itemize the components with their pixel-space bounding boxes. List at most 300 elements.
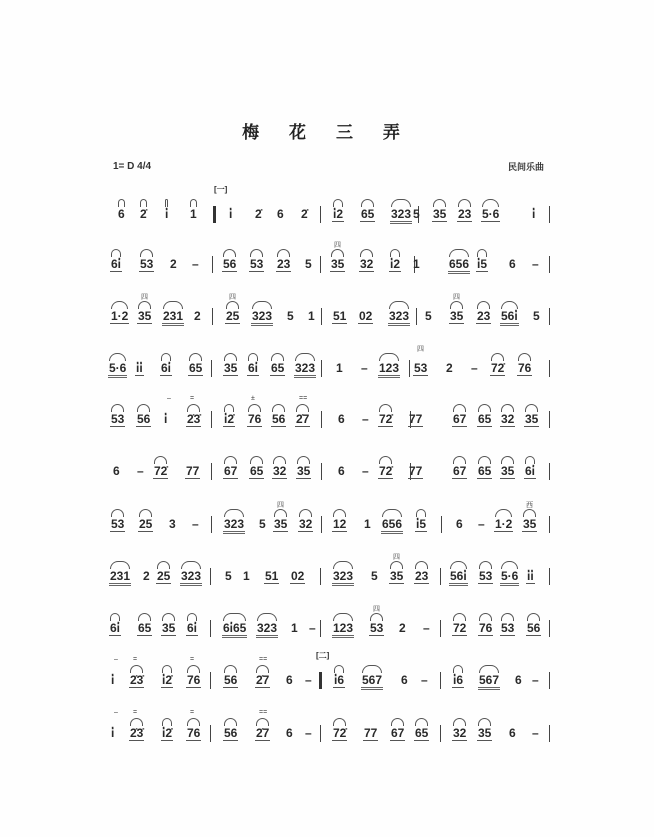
slur-arc (162, 718, 172, 726)
slur-arc (139, 509, 152, 517)
slur-arc (272, 404, 285, 412)
slur-arc (110, 561, 130, 569)
barline (440, 568, 441, 585)
note-group: 35 (449, 309, 464, 324)
note-group: 32 (359, 257, 374, 272)
barline (549, 206, 550, 223)
ornament-mark: – (167, 395, 171, 402)
slur-arc (382, 509, 402, 517)
note-group: 77 (409, 464, 423, 478)
barline (211, 516, 212, 533)
note-group: i̇ (111, 726, 115, 740)
slur-arc (379, 456, 392, 464)
note-group: 5 (225, 569, 232, 583)
note-group: – (423, 621, 430, 635)
slur-arc (333, 561, 353, 569)
note-group: 231 (109, 569, 131, 586)
note-group: 56 (223, 673, 238, 688)
note-group: 1 (364, 517, 371, 531)
slur-arc (187, 665, 200, 673)
note-group: 35 (137, 309, 152, 324)
barline (440, 672, 441, 689)
score-row (0, 393, 654, 433)
slur-arc (111, 509, 124, 517)
slur-arc (523, 509, 536, 517)
slur-arc (111, 249, 121, 257)
note-group: 35 (223, 361, 238, 376)
score-row (0, 707, 654, 747)
score-row (0, 654, 654, 694)
note-group: 53 (369, 621, 384, 636)
note-group: 2 (194, 309, 201, 323)
slur-arc (501, 613, 514, 621)
slur-arc (501, 404, 514, 412)
note-group: – (478, 517, 485, 531)
barline (549, 256, 550, 273)
slur-arc (360, 249, 373, 257)
barline (440, 620, 441, 637)
barline (211, 360, 212, 377)
score-row (0, 445, 654, 485)
note-group: – (192, 257, 199, 271)
note-group: 72̇ (378, 464, 393, 479)
slur-arc (415, 718, 428, 726)
ornament-mark: 四 (393, 554, 400, 561)
slur-arc (491, 353, 504, 361)
slur-arc (390, 249, 400, 257)
barline (321, 411, 322, 428)
section-barline (319, 672, 322, 689)
note-group: 32 (272, 464, 287, 479)
note-group: 2̇7 (255, 726, 270, 741)
ornament-mark: = (190, 395, 195, 402)
slur-arc (130, 665, 143, 673)
note-group: 323 (294, 361, 316, 378)
note-group: 76 (186, 726, 201, 741)
ornament-mark: == (299, 395, 308, 402)
barline (210, 568, 211, 585)
ornament-mark: 四 (229, 294, 236, 301)
slur-arc (299, 509, 312, 517)
note-group: 12 (332, 517, 347, 532)
note-group: 72 (452, 621, 467, 636)
slur-arc (154, 456, 167, 464)
slur-arc (256, 718, 269, 726)
note-group: 35 (477, 726, 492, 741)
slur-arc (433, 199, 446, 207)
barline (440, 725, 441, 742)
note-group: 5 (413, 207, 420, 221)
note-group: – (421, 673, 428, 687)
slur-arc (161, 353, 171, 361)
slur-arc (295, 353, 315, 361)
note-group: i̇ (164, 207, 169, 221)
note-group: 6i̇65 (222, 621, 247, 638)
note-group: 56 (271, 412, 286, 427)
slur-arc (478, 404, 491, 412)
slur-arc (224, 404, 234, 412)
note-group: 35 (330, 257, 345, 272)
note-group: 567 (478, 673, 500, 690)
note-group: 6 (338, 412, 345, 426)
note-group: 323 (180, 569, 202, 586)
note-group: 2̇ (255, 207, 262, 221)
note-group: 35 (296, 464, 311, 479)
note-group: 56i̇ (500, 309, 519, 326)
note-group: 656 (381, 517, 403, 534)
slur-arc (271, 353, 284, 361)
note-group: 32 (452, 726, 467, 741)
slur-arc (187, 404, 200, 412)
slur-arc (111, 404, 124, 412)
slur-arc (277, 249, 290, 257)
note-group: 6 (338, 464, 345, 478)
slur-arc (130, 718, 143, 726)
note-group: i̇i̇ (527, 569, 534, 583)
note-group: 32 (500, 412, 515, 427)
note-group: 6 (509, 726, 516, 740)
note-group: 53 (249, 257, 264, 272)
ornament-mark: = (133, 656, 138, 663)
note-group: i̇2 (389, 257, 401, 272)
note-group: 25 (225, 309, 240, 324)
note-group: 323 (332, 569, 354, 586)
slur-arc (273, 456, 286, 464)
note-group: – (305, 673, 312, 687)
note-group: 53 (478, 569, 493, 584)
barline (320, 256, 321, 273)
slur-arc (453, 404, 466, 412)
ornament-mark: 四 (334, 242, 341, 249)
barline (321, 360, 322, 377)
slur-arc (157, 561, 170, 569)
note-group: 2 (446, 361, 453, 375)
note-group: 56 (526, 621, 541, 636)
slur-arc (333, 718, 346, 726)
ornament-mark: == (259, 656, 268, 663)
barline (321, 308, 322, 325)
note-group: i̇2̇ (223, 412, 235, 427)
note-group: i̇6 (452, 673, 464, 688)
barline (321, 516, 322, 533)
slur-arc (495, 509, 512, 517)
note-group: i̇2 (332, 207, 344, 222)
note-group: 67 (452, 412, 467, 427)
note-group: i̇5 (415, 517, 427, 532)
slur-arc (479, 561, 492, 569)
note-group: 23 (276, 257, 291, 272)
note-group: 35 (161, 621, 176, 636)
note-group: 1·2 (110, 309, 129, 324)
note-group: 02 (359, 309, 373, 323)
score-row (0, 550, 654, 590)
note-group: 53 (414, 361, 428, 375)
score-row (0, 188, 654, 228)
note-group: 2̇3̇ (129, 726, 144, 741)
slur-arc (453, 718, 466, 726)
barline (549, 725, 550, 742)
key-signature: 1= D 4/4 (113, 161, 152, 172)
note-group: 6i̇ (110, 257, 122, 272)
note-group: 123 (332, 621, 354, 638)
slur-arc (224, 353, 237, 361)
note-group: – (471, 361, 478, 375)
note-group: 35 (500, 464, 515, 479)
slur-arc (162, 665, 172, 673)
note-group: – (192, 517, 199, 531)
note-group: 323 (390, 207, 412, 224)
ornament-mark: 四 (141, 294, 148, 301)
note-group: 76 (247, 412, 262, 427)
note-group: 53 (139, 257, 154, 272)
note-group: 65 (188, 361, 203, 376)
note-group: 53 (500, 621, 515, 636)
slur-arc (391, 718, 404, 726)
note-group: 23 (476, 309, 491, 324)
slur-arc (478, 718, 491, 726)
note-group: 6i̇ (109, 621, 121, 636)
slur-arc (391, 199, 411, 207)
note-group: 56 (136, 412, 151, 427)
note-group: i̇ (229, 207, 233, 221)
note-group: 65 (137, 621, 152, 636)
note-group: 65 (477, 464, 492, 479)
note-group: 72̇ (153, 464, 168, 479)
note-group: 5 (425, 309, 432, 323)
barline (212, 256, 213, 273)
note-group: i̇ (532, 207, 536, 221)
slur-arc (257, 613, 277, 621)
barline (549, 620, 550, 637)
slur-arc (250, 456, 263, 464)
note-group: 53 (110, 517, 125, 532)
note-group: 6 (509, 257, 516, 271)
slur-arc (224, 665, 237, 673)
note-group: 1 (413, 257, 420, 271)
slur-arc (296, 404, 309, 412)
score-row (0, 498, 654, 538)
barline (320, 568, 321, 585)
note-group: i̇ (111, 673, 115, 687)
slur-arc (453, 456, 466, 464)
section-label-one: [一] (214, 185, 228, 194)
note-group: 123 (378, 361, 400, 378)
note-group: 51 (333, 309, 347, 323)
note-group: – (309, 621, 316, 635)
note-group: 67 (223, 464, 238, 479)
slur-arc (333, 613, 353, 621)
slur-arc (274, 509, 287, 517)
barline (549, 568, 550, 585)
note-group: 6 (401, 673, 408, 687)
note-group: 56i̇ (449, 569, 468, 586)
slur-arc (187, 718, 200, 726)
slur-arc (140, 249, 153, 257)
note-group: 2̇ (301, 207, 308, 221)
note-group: 65 (270, 361, 285, 376)
slur-arc (416, 509, 426, 517)
note-group: 25 (156, 569, 171, 584)
note-group: 323 (256, 621, 278, 638)
note-group: 6 (117, 207, 126, 221)
note-group: 25 (138, 517, 153, 532)
note-group: 5 (305, 257, 312, 271)
barline (210, 725, 211, 742)
note-group: 53 (110, 412, 125, 427)
note-group: 35 (273, 517, 288, 532)
note-group: 1 (308, 309, 315, 323)
note-group: – (305, 726, 312, 740)
barline (549, 411, 550, 428)
note-group: 1 (336, 361, 343, 375)
note-group: 72̇ (378, 412, 393, 427)
note-group: 323 (223, 517, 245, 534)
slur-arc (140, 199, 147, 207)
barline (549, 463, 550, 480)
note-group: – (362, 412, 369, 426)
slur-arc (189, 353, 202, 361)
note-group: – (532, 673, 539, 687)
slur-arc (163, 301, 183, 309)
score-row (0, 238, 654, 278)
slur-arc (333, 509, 346, 517)
note-group: – (361, 361, 368, 375)
slur-arc (190, 199, 197, 207)
slur-arc (226, 301, 239, 309)
slur-arc (256, 665, 269, 673)
slur-arc (362, 665, 382, 673)
note-group: 6i̇ (524, 464, 536, 479)
note-group: i̇5 (476, 257, 488, 272)
note-group: 567 (361, 673, 383, 690)
note-group: 656 (448, 257, 470, 274)
note-group: 5·6 (481, 207, 500, 222)
slur-arc (525, 456, 535, 464)
slur-arc (297, 456, 310, 464)
barline (549, 308, 550, 325)
note-group: 323 (388, 309, 410, 326)
slur-arc (458, 199, 471, 207)
slur-arc (379, 404, 392, 412)
note-group: 1 (291, 621, 298, 635)
note-group: 56 (223, 726, 238, 741)
slur-arc (137, 404, 150, 412)
slur-arc (370, 613, 383, 621)
note-group: 02 (291, 569, 305, 583)
note-group: 6 (277, 207, 284, 221)
slur-arc (389, 301, 409, 309)
note-group: 77 (186, 464, 200, 478)
note-group: 2̇7 (295, 412, 310, 427)
slur-arc (224, 509, 244, 517)
slur-arc (525, 404, 538, 412)
slur-arc (223, 249, 236, 257)
note-group: – (362, 464, 369, 478)
note-group: 6 (286, 673, 293, 687)
ornament-mark: ± (251, 395, 255, 402)
slur-arc (250, 249, 263, 257)
note-group: 1 (243, 569, 250, 583)
ornament-mark: – (114, 709, 118, 716)
barline (320, 725, 321, 742)
note-group: 2 (170, 257, 177, 271)
slur-arc (333, 199, 343, 207)
note-group: 35 (524, 412, 539, 427)
slur-arc (482, 199, 499, 207)
note-group: 65 (249, 464, 264, 479)
note-group: 6 (113, 464, 120, 478)
slur-arc (223, 613, 246, 621)
slur-arc (478, 456, 491, 464)
note-group: 67 (452, 464, 467, 479)
section-label-two: [二] (316, 651, 330, 660)
note-group: 1 (189, 207, 198, 221)
note-group: 32 (298, 517, 313, 532)
slur-arc (224, 456, 237, 464)
slur-arc (501, 456, 514, 464)
note-group: 2̇ (139, 207, 148, 221)
slur-arc (248, 353, 258, 361)
slur-arc (379, 353, 399, 361)
ornament-mark: = (133, 709, 138, 716)
slur-arc (248, 404, 261, 412)
ornament-mark: = (190, 709, 195, 716)
score-title: 梅 花 三 弄 (242, 123, 412, 143)
note-group: – (532, 257, 539, 271)
slur-arc (138, 613, 151, 621)
slur-arc (138, 301, 151, 309)
barline (210, 620, 211, 637)
slur-arc (501, 561, 518, 569)
slur-arc (118, 199, 125, 207)
note-group: 2̇3̇ (186, 412, 201, 427)
barline (416, 308, 417, 325)
slur-arc (110, 613, 120, 621)
note-group: 56 (222, 257, 237, 272)
slur-arc (479, 613, 492, 621)
slur-arc (165, 199, 168, 207)
note-group: 76 (478, 621, 493, 636)
barline (441, 516, 442, 533)
note-group: i̇6 (333, 673, 345, 688)
ornament-mark: – (114, 656, 118, 663)
slur-arc (331, 249, 344, 257)
slur-arc (453, 665, 463, 673)
note-group: 5 (287, 309, 294, 323)
note-group: 67 (390, 726, 405, 741)
slur-arc (415, 561, 428, 569)
note-group: 77 (364, 726, 378, 740)
barline (210, 672, 211, 689)
note-group: 2 (143, 569, 150, 583)
note-group: 35 (522, 517, 537, 532)
note-group: 1·2 (494, 517, 513, 532)
ornament-mark: 四 (453, 294, 460, 301)
slur-arc (390, 561, 403, 569)
barline (549, 516, 550, 533)
barline (320, 206, 321, 223)
note-group: 72̇ (490, 361, 505, 376)
note-group: 76 (517, 361, 532, 376)
note-group: 323 (251, 309, 273, 326)
note-group: 76 (186, 673, 201, 688)
note-group: 5·6 (108, 361, 127, 378)
note-group: 35 (389, 569, 404, 584)
note-group: i̇ (164, 412, 168, 426)
note-group: 65 (414, 726, 429, 741)
note-group: – (137, 464, 144, 478)
ornament-mark: 四 (277, 502, 284, 509)
